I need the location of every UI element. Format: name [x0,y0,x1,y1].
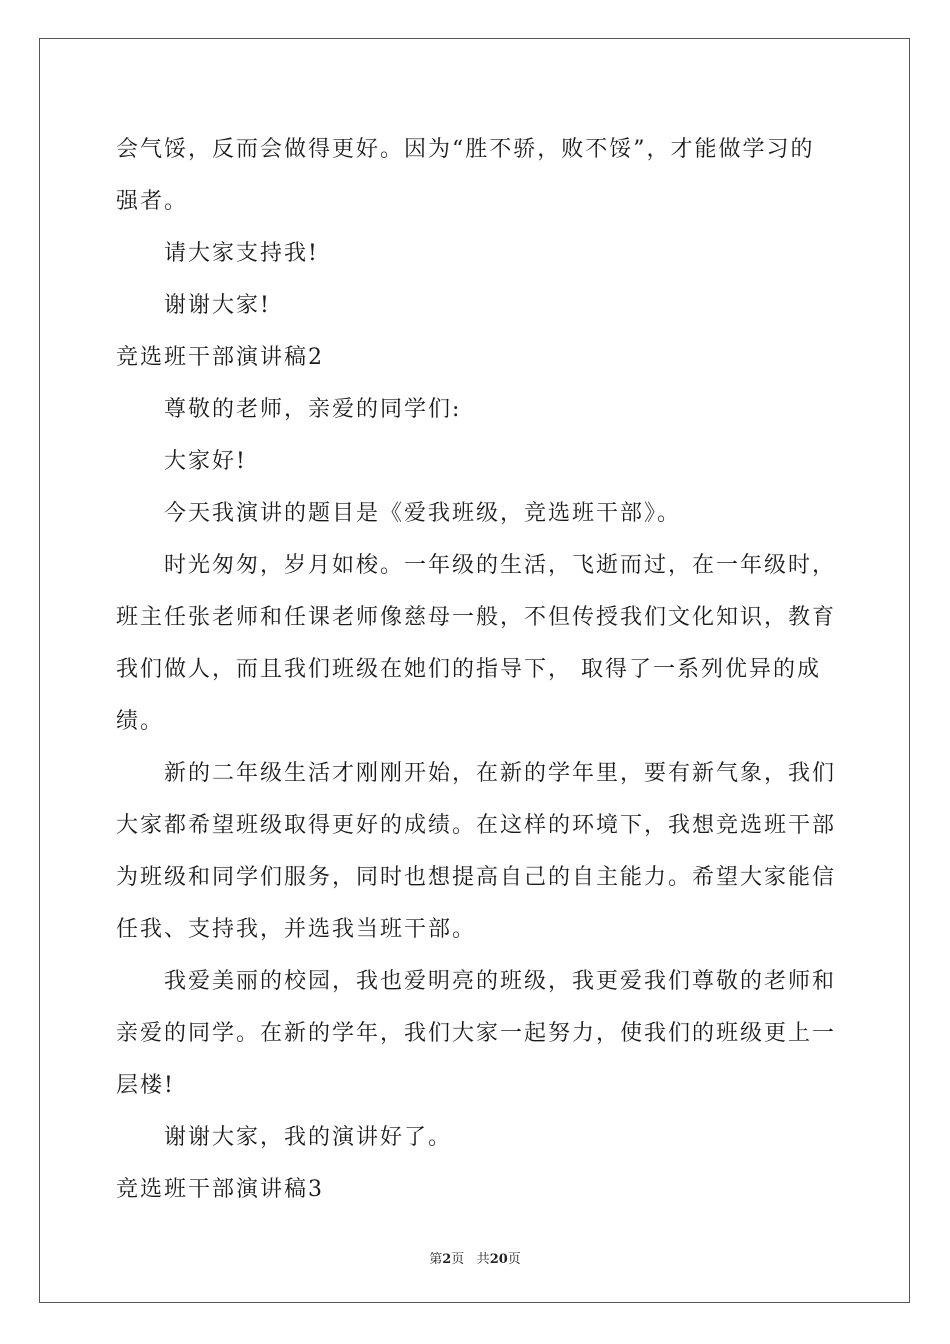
text-line: 我们做人，而且我们班级在她们的指导下， 取得了一系列优异的成 [116,657,821,682]
text-line: 为班级和同学们服务，同时也想提高自己的自主能力。希望大家能信 [116,865,837,890]
text-line: 新的二年级生活才刚刚开始，在新的学年里，要有新气象，我们 [164,761,837,786]
text-line: 时光匆匆，岁月如梭。一年级的生活，飞逝而过，在一年级时， [164,553,837,578]
text-line: 大家好! [164,449,247,474]
text-line: 今天我演讲的题目是《爱我班级，竞选班干部》。 [164,501,682,526]
text-line: 班主任张老师和任课老师像慈母一般，不但传授我们文化知识，教育 [116,605,837,630]
total-pages: 20 [489,1252,508,1267]
text-line: 绩。 [116,709,165,734]
text-line: 层楼! [116,1073,175,1098]
text-line: 谢谢大家，我的演讲好了。 [164,1125,453,1150]
text-line: 谢谢大家! [164,293,271,318]
page-suffix: 页 [451,1252,465,1267]
total-prefix: 共 [476,1252,490,1267]
text-line: 强者。 [116,189,189,214]
page-prefix: 第 [429,1252,443,1267]
page-number: 2 [442,1252,452,1267]
text-line: 请大家支持我! [164,241,319,266]
section-heading: 竞选班干部演讲稿3 [116,1177,324,1202]
text-line: 任我、支持我，并选我当班干部。 [116,917,477,942]
text-line: 尊敬的老师，亲爱的同学们: [164,397,462,422]
document-body [116,124,836,1216]
text-line: 大家都希望班级取得更好的成绩。在这样的环境下，我想竞选班干部 [116,813,837,838]
text-line: 我爱美丽的校园，我也爱明亮的班级，我更爱我们尊敬的老师和 [164,969,837,994]
text-line: 会气馁，反而会做得更好。因为“胜不骄，败不馁”，才能做学习的 [116,137,815,162]
total-suffix: 页 [507,1252,521,1267]
text-line: 亲爱的同学。在新的学年，我们大家一起努力，使我们的班级更上一 [116,1021,837,1046]
section-heading: 竞选班干部演讲稿2 [116,345,324,370]
page-footer [0,1248,950,1267]
